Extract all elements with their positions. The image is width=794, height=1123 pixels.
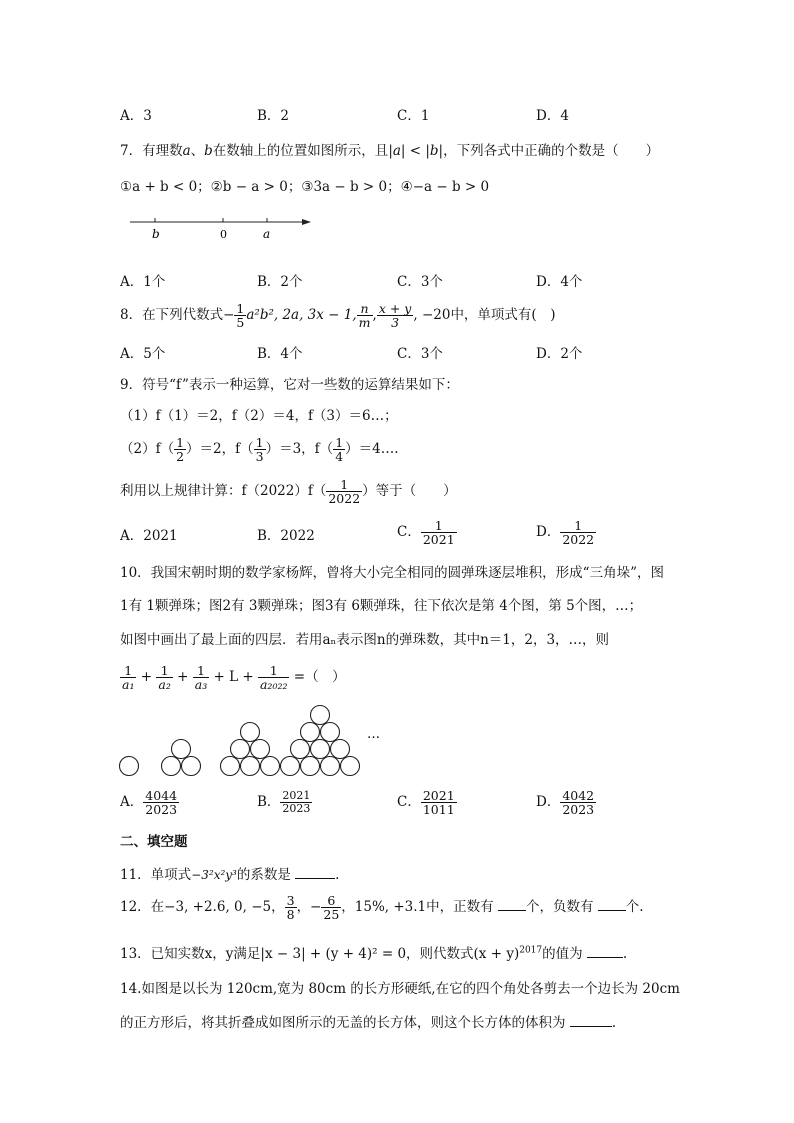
q10-line1: 10．我国宋朝时期的数学家杨辉，曾将大小完全相同的圆弹珠逐层堆积，形成“三角垛”，图	[120, 565, 664, 581]
frac-denominator: 2022	[562, 532, 595, 547]
q9-frac-1-2022	[326, 478, 362, 505]
q7-number: 7．	[120, 143, 143, 159]
frac-denominator: m	[358, 315, 371, 330]
q14-line2-text: 的正方形后，将其折叠成如图所示的无盖的长方体，则这个长方体的体积为	[120, 1015, 566, 1031]
frac-denominator: 25	[323, 907, 340, 922]
q9-line2: （1）f（1）＝2，f（2）＝4，f（3）＝6…；	[120, 408, 398, 424]
q6-option-d: D．4	[536, 108, 569, 124]
frac-numerator: 2021	[422, 787, 455, 803]
q9-option-b: B．2022	[257, 528, 315, 544]
q9-option-d	[536, 515, 596, 549]
q7-condition: |a| < |b|	[388, 143, 444, 159]
q12-mid2: ，15%, +3.1中，正数有	[341, 899, 494, 915]
q10-option-b	[257, 785, 312, 819]
q14-line2	[120, 1011, 616, 1031]
option-fraction	[560, 789, 596, 816]
frac-numerator: 1	[236, 300, 245, 316]
frac-denominator: 2022	[328, 491, 361, 506]
q13-end: .	[622, 946, 628, 962]
sum-equals: =（ ）	[293, 669, 346, 685]
q9-line4	[120, 474, 457, 508]
q12-mid3: 个，负数有	[525, 899, 594, 915]
frac-numerator: n	[357, 302, 373, 316]
q10-marble-figures	[115, 704, 405, 780]
q13	[120, 942, 627, 962]
q11-answer-blank[interactable]	[295, 878, 335, 879]
q14-line1: 14.如图是以长为 120cm,宽为 80cm 的长方形硬纸,在它的四个角处各剪去一个边长为 20cm	[120, 981, 680, 997]
section-heading: 二、填空题	[120, 834, 188, 850]
q12	[120, 890, 644, 924]
q6-option-b: B．2	[257, 108, 290, 124]
q14-answer-blank[interactable]	[570, 1026, 612, 1027]
q9-frac-1-4	[333, 436, 345, 463]
q13-answer-blank[interactable]	[587, 957, 623, 958]
option-fraction	[143, 789, 179, 816]
figure-ellipsis: …	[367, 727, 380, 742]
q8-option-b: B．4个	[257, 346, 303, 362]
q7-option-d: D．4个	[536, 274, 583, 290]
figure-1	[120, 757, 139, 776]
q8-text-a: 8．在下列代数式	[120, 307, 224, 323]
q8-expr1: a²b², 2a, 3x − 1,	[246, 307, 357, 323]
frac-numerator: 1	[421, 519, 457, 533]
q10-line2: 1有 1颗弹珠；图2有 3颗弹珠；图3有 6颗弹珠，往下依次是第 4个图，第 5个图，…；	[120, 598, 643, 614]
frac-denominator: 5	[236, 315, 245, 330]
q8-option-c: C．3个	[397, 346, 443, 362]
option-letter: C．	[397, 794, 421, 810]
sum-term-last	[258, 664, 290, 691]
q7-text-a: 有理数	[142, 143, 183, 159]
frac-numerator: 6	[321, 894, 341, 908]
frac-numerator: 4044	[145, 787, 178, 803]
frac-denominator: 2023	[145, 802, 178, 817]
frac-denominator: 2021	[422, 532, 455, 547]
frac-numerator: x + y	[378, 300, 412, 316]
q9-l3-c: ）＝4….	[345, 441, 399, 457]
label-b: b	[152, 227, 160, 241]
q13-exponent: 2017	[519, 945, 543, 956]
q11-end: .	[335, 867, 340, 883]
sum-term-1	[120, 664, 136, 691]
figure-2	[162, 740, 201, 776]
q9-frac-1-3	[254, 436, 266, 463]
q10-option-d	[536, 785, 596, 819]
frac-numerator: 1	[120, 664, 136, 678]
q7-stem	[120, 139, 659, 159]
q13-pre: 13．已知实数x，y满足|x − 3| + (y + 4)² = 0，则代数式(x + y)	[120, 946, 520, 962]
q8-expr2: , −20	[413, 307, 451, 323]
q12-frac-6-25	[321, 894, 341, 921]
frac-numerator: 4042	[562, 787, 595, 803]
q12-mid1: ，−	[296, 899, 322, 915]
q7-option-a: A．1个	[120, 274, 166, 290]
q7-text-c: ，下列各式中正确的个数是（ ）	[443, 143, 660, 159]
option-fraction	[280, 790, 312, 814]
option-letter: C．	[397, 524, 421, 540]
option-fraction	[421, 519, 457, 546]
figure-3	[221, 723, 280, 776]
frac-numerator: 1	[560, 519, 596, 533]
q11-expr: −3²x²y³	[191, 868, 237, 882]
q8-fraction-1-5	[234, 302, 246, 329]
plus-sign: +	[140, 669, 153, 685]
q9-option-a: A．2021	[120, 528, 178, 544]
q9-l3-b: ）＝3，f（	[265, 441, 334, 457]
label-0: 0	[220, 228, 227, 241]
label-a: a	[263, 227, 271, 241]
frac-denominator: 8	[286, 907, 295, 922]
q9-l3-a: ）＝2，f（	[186, 441, 254, 457]
option-letter: D．	[536, 794, 561, 810]
frac-denominator: 2	[176, 449, 185, 464]
q12-pre: 12．在−3, +2.6, 0, −5，	[120, 899, 285, 915]
q10-option-a	[120, 785, 179, 819]
q10-sum-expression	[120, 658, 346, 696]
q7-number-line	[126, 212, 316, 244]
q9-l4-pre: 利用以上规律计算：f（2022）f（	[120, 483, 327, 499]
frac-denominator: a₁	[122, 677, 135, 692]
q12-end: 个.	[625, 899, 644, 915]
q7-items: ①a + b < 0；②b − a > 0；③3a − b > 0；④−a − b > 0	[120, 179, 490, 195]
frac-numerator: 1	[335, 434, 344, 450]
q14-end: .	[611, 1015, 617, 1031]
frac-numerator: 1	[176, 434, 185, 450]
frac-denominator: 3	[391, 315, 400, 330]
frac-numerator: 1	[193, 664, 209, 678]
q8-text-b: 中，单项式有( )	[450, 307, 556, 323]
frac-denominator: a₃	[194, 677, 208, 692]
option-letter: D．	[536, 524, 561, 540]
plus-sign: +	[177, 669, 189, 685]
frac-denominator: 1011	[422, 802, 455, 817]
frac-numerator: 1	[156, 664, 172, 678]
q6-option-a: A．3	[120, 108, 152, 124]
q7-option-c: C．3个	[397, 274, 443, 290]
frac-denominator: a₂₀₂₂	[259, 677, 288, 692]
q13-post: 的值为	[542, 946, 583, 962]
q9-l4-post: ）等于（ ）	[362, 483, 457, 499]
frac-denominator: 2023	[562, 802, 595, 817]
option-letter: A．	[120, 794, 144, 810]
frac-denominator: 3	[255, 449, 264, 464]
sum-term-3	[193, 664, 209, 691]
frac-numerator: 1	[258, 664, 290, 678]
q8-minus: −	[223, 307, 235, 323]
q11-pre: 11．单项式	[120, 867, 192, 883]
q7-text-b: 在数轴上的位置如图所示，且	[212, 143, 389, 159]
q7-sep: 、	[190, 143, 205, 159]
q8-option-a: A．5个	[120, 346, 166, 362]
q9-line3	[120, 432, 399, 466]
q10-line3: 如图中画出了最上面的四层．若用aₙ表示图n的弹珠数，其中n＝1，2，3，…，则	[120, 632, 610, 648]
frac-numerator: 1	[326, 478, 362, 492]
q11-post: 的系数是	[236, 867, 291, 883]
number-line-arrow-icon	[302, 219, 311, 225]
q7-var-b: b	[204, 143, 213, 159]
q11	[120, 863, 339, 883]
q6-option-c: C．1	[397, 108, 430, 124]
option-letter: B．	[257, 794, 281, 810]
q9-line1: 9．符号“f”表示一种运算，它对一些数的运算结果如下：	[120, 377, 459, 393]
figure-4	[281, 706, 360, 776]
q9-option-c	[397, 515, 457, 549]
sum-dots: + L +	[213, 669, 254, 685]
q12-positive-blank[interactable]	[498, 910, 526, 911]
q7-var-a: a	[182, 143, 191, 159]
option-fraction	[421, 789, 457, 816]
frac-denominator: 4	[335, 449, 344, 464]
q9-frac-1-2	[174, 436, 186, 463]
q8-stem: 8．在下列代数式− $\frac{1}{5}$ a²b², 2a, 3x − 1, $\frac{n}{m}$ , $\frac{x + y}{3}$ , −20中，单项式有( )	[120, 300, 556, 330]
q12-negative-blank[interactable]	[598, 910, 626, 911]
q12-frac-3-8	[285, 894, 297, 921]
q10-option-c	[397, 785, 457, 819]
q8-option-d: D．2个	[536, 346, 583, 362]
frac-denominator: a₂	[158, 677, 171, 692]
q9-l3-pre: （2）f（	[120, 441, 175, 457]
q8-fraction-n-m	[357, 302, 373, 329]
frac-numerator: 1	[255, 434, 264, 450]
q8-fraction-xy-3	[377, 302, 414, 329]
sum-term-2	[156, 664, 172, 691]
frac-denominator: 2023	[282, 802, 311, 815]
q7-option-b: B．2个	[257, 274, 303, 290]
option-fraction	[560, 519, 596, 546]
frac-numerator: 3	[286, 892, 295, 908]
frac-numerator: 2021	[282, 789, 311, 803]
